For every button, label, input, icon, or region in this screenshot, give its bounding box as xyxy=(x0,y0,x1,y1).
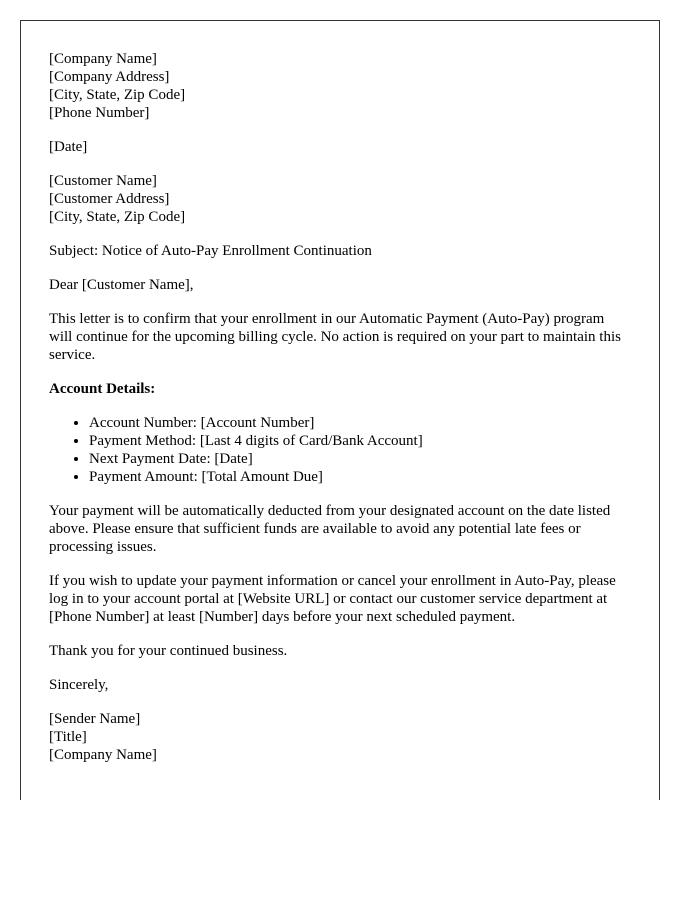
sender-company-name: [Company Name] xyxy=(49,51,157,67)
closing-line: Sincerely, xyxy=(49,677,109,693)
sender-company-address: [Company Address] xyxy=(49,69,170,85)
update-paragraph: If you wish to update your payment information or cancel your enrollment in Auto-Pay, please log in to your account portal at [Website URL] or contact our customer service department at [Phone Number] at least [Number] days before your next scheduled payment. xyxy=(49,573,616,625)
letter-page xyxy=(20,20,660,800)
account-number-item: • Account Number: [Account Number] xyxy=(89,414,631,432)
next-payment-date-item: • Next Payment Date: [Date] xyxy=(89,450,631,468)
signature-company-name: [Company Name] xyxy=(49,747,157,763)
recipient-address-block xyxy=(49,172,631,226)
deduction-paragraph: Your payment will be automatically deducted from your designated account on the date listed above. Please ensure that sufficient funds are available to avoid any potential late fees or processing issues. xyxy=(49,503,611,555)
account-details-heading: Account Details: xyxy=(49,381,156,397)
signature-block xyxy=(49,710,631,764)
thanks-line: Thank you for your continued business. xyxy=(49,643,288,659)
letter-salutation: Dear [Customer Name], xyxy=(49,277,194,293)
letter-date: [Date] xyxy=(49,139,88,155)
recipient-name: [Customer Name] xyxy=(49,173,157,189)
sender-address-block xyxy=(49,50,631,122)
recipient-address: [Customer Address] xyxy=(49,191,170,207)
sender-city-state-zip: [City, State, Zip Code] xyxy=(49,87,186,103)
intro-paragraph: This letter is to confirm that your enrollment in our Automatic Payment (Auto-Pay) program will continue for the upcoming billing cycle. No action is required on your part to maintain this service. xyxy=(49,311,621,363)
signature-title: [Title] xyxy=(49,729,87,745)
letter-date-block xyxy=(49,138,631,156)
recipient-city-state-zip: [City, State, Zip Code] xyxy=(49,209,186,225)
signature-sender-name: [Sender Name] xyxy=(49,711,141,727)
account-details-list xyxy=(49,414,631,486)
sender-phone: [Phone Number] xyxy=(49,105,150,121)
payment-amount-item: • Payment Amount: [Total Amount Due] xyxy=(89,468,631,486)
letter-subject: Subject: Notice of Auto-Pay Enrollment Continuation xyxy=(49,243,372,259)
payment-method-item: • Payment Method: [Last 4 digits of Card/Bank Account] xyxy=(89,432,631,450)
